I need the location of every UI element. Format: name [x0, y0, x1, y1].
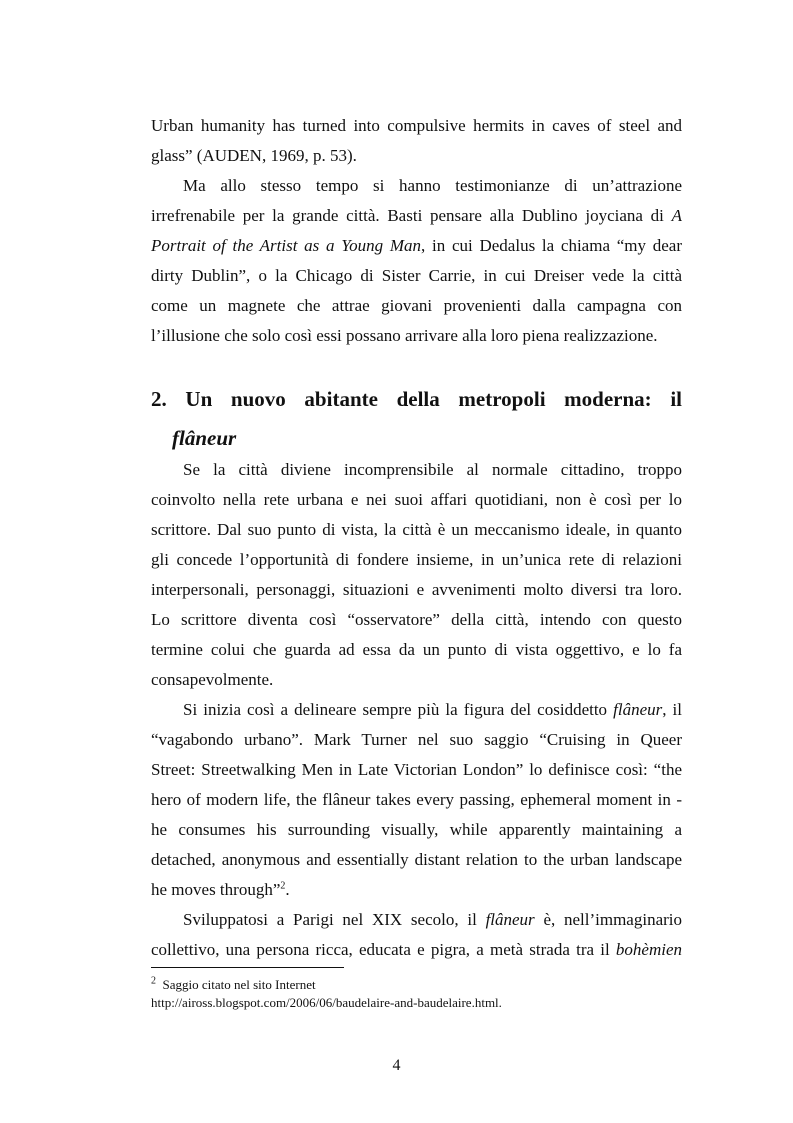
footnote-number: 2: [151, 975, 156, 987]
body-text-line: l’illusione che solo così essi possano arrivare alla loro piena realizzazione.: [151, 326, 658, 345]
body-text-line: coinvolto nella rete urbana e nei suoi affari quotidiani, non è così per lo: [151, 490, 682, 509]
body-text-line: come un magnete che attrae giovani provenienti dalla campagna con: [151, 296, 682, 315]
body-text-line: termine colui che guarda ad essa da un punto di vista oggettivo, e lo fa: [151, 640, 682, 659]
body-text-line: Ma allo stesso tempo si hanno testimonianze di un’attrazione: [183, 176, 682, 195]
section-heading: 2. Un nuovo abitante della metropoli moderna: il: [151, 387, 682, 411]
body-text-line: Se la città diviene incomprensibile al normale cittadino, troppo: [183, 460, 682, 479]
body-text-line: “vagabondo urbano”. Mark Turner nel suo saggio “Cruising in Queer: [151, 730, 682, 749]
footnote-url[interactable]: http://aiross.blogspot.com/2006/06/baudelaire-and-baudelaire.html.: [151, 995, 502, 1010]
body-text-line: collettivo, una persona ricca, educata e pigra, a metà strada tra il bohèmien: [151, 940, 682, 959]
body-text-line: gli concede l’opportunità di fondere insieme, in un’unica rete di relazioni: [151, 550, 682, 569]
body-text-line: consapevolmente.: [151, 670, 274, 689]
footnote-reference[interactable]: 2: [280, 880, 286, 892]
body-text-line: he consumes his surrounding visually, while apparently maintaining a: [151, 820, 682, 839]
body-text-line: irrefrenabile per la grande città. Basti pensare alla Dublino joyciana di A: [151, 206, 682, 225]
body-text-line: Urban humanity has turned into compulsive hermits in caves of steel and: [151, 116, 682, 135]
page-number: 4: [392, 1057, 401, 1074]
footnote-line: $^2$ Saggio citato nel sito Internet: [151, 975, 316, 992]
body-text-line: Lo scrittore diventa così “osservatore” della città, intendo con questo: [151, 610, 682, 629]
body-text-line: scrittore. Dal suo punto di vista, la città è un meccanismo ideale, in quanto: [151, 520, 682, 539]
body-text-line: glass” (AUDEN, 1969, p. 53).: [151, 146, 357, 165]
body-text-line: Street: Streetwalking Men in Late Victorian London” lo definisce così: “the: [151, 760, 682, 779]
body-text-line: Si inizia così a delineare sempre più la figura del cosiddetto flâneur, il: [183, 700, 682, 719]
section-heading-term: flâneur: [172, 426, 237, 450]
body-text-line: he moves through”$^2$.: [151, 880, 290, 899]
body-text-line: Portrait of the Artist as a Young Man, in cui Dedalus la chiama “my dear: [151, 236, 682, 255]
body-text-line: detached, anonymous and essentially distant relation to the urban landscape: [151, 850, 682, 869]
body-text-line: interpersonali, personaggi, situazioni e avvenimenti molto diversi tra loro.: [151, 580, 682, 599]
footnote-separator: [151, 967, 344, 968]
body-text-line: dirty Dublin”, o la Chicago di Sister Carrie, in cui Dreiser vede la città: [151, 266, 682, 285]
body-text-line: hero of modern life, the flâneur takes every passing, ephemeral moment in -: [151, 790, 682, 809]
body-text-line: Sviluppatosi a Parigi nel XIX secolo, il flâneur è, nell’immaginario: [183, 910, 683, 929]
